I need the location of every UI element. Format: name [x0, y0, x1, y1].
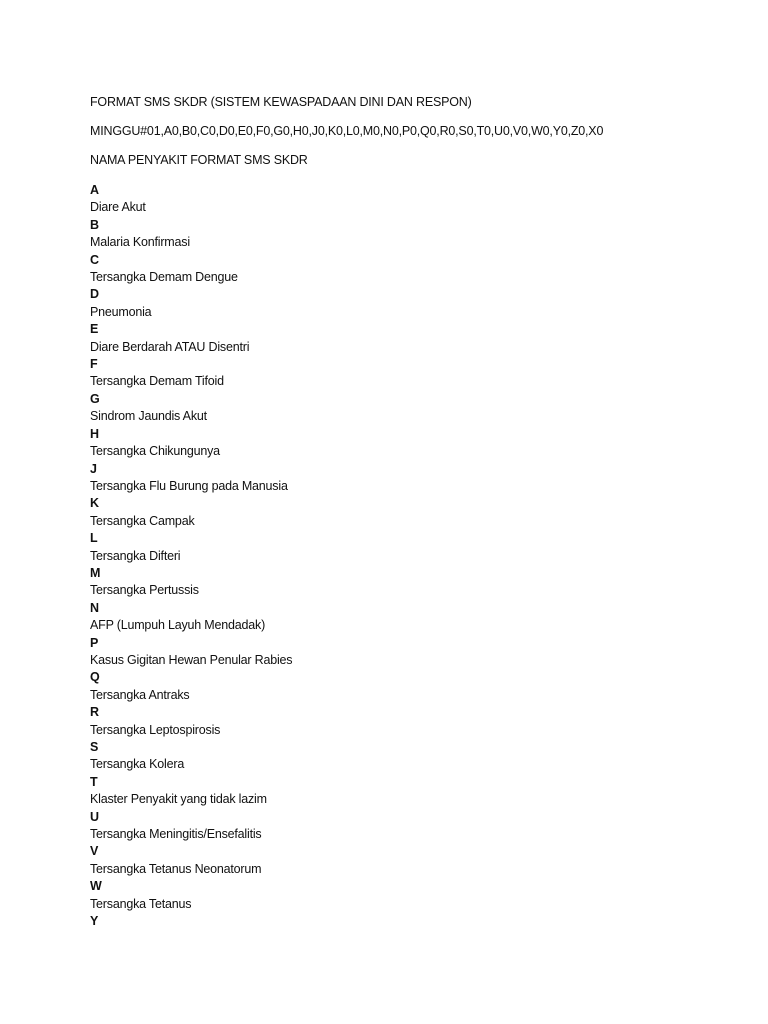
- disease-code: S: [90, 740, 99, 754]
- disease-name: Tersangka Leptospirosis: [90, 722, 221, 737]
- disease-name: Tersangka Pertussis: [90, 583, 199, 598]
- disease-list: [90, 182, 730, 930]
- disease-code: A: [90, 183, 99, 197]
- disease-entry: [90, 182, 730, 217]
- disease-entry: [90, 391, 730, 426]
- disease-code: F: [90, 357, 98, 372]
- disease-code: B: [90, 217, 99, 232]
- disease-entry: [90, 426, 730, 461]
- disease-code: K: [90, 496, 99, 511]
- disease-code: C: [90, 252, 99, 267]
- disease-name: Tersangka Meningitis/Ensefalitis: [90, 827, 262, 842]
- disease-entry: [90, 739, 730, 774]
- disease-code: H: [90, 426, 99, 441]
- disease-code: N: [90, 600, 99, 615]
- disease-name: Tersangka Campak: [90, 513, 195, 528]
- disease-name: Diare Akut: [90, 200, 146, 215]
- disease-code: Y: [90, 914, 99, 929]
- disease-code: U: [90, 809, 99, 824]
- disease-code: D: [90, 287, 99, 302]
- disease-name: Tersangka Tetanus: [90, 896, 192, 911]
- disease-entry: [90, 843, 730, 878]
- disease-entry: [90, 774, 730, 809]
- disease-name: AFP (Lumpuh Layuh Mendadak): [90, 618, 266, 633]
- disease-name: Tersangka Difteri: [90, 548, 181, 563]
- disease-code: T: [90, 774, 98, 789]
- disease-name: Sindrom Jaundis Akut: [90, 409, 207, 424]
- disease-code: Q: [90, 670, 100, 685]
- disease-code: J: [90, 461, 97, 476]
- disease-name: Malaria Konfirmasi: [90, 235, 190, 250]
- disease-name: Tersangka Kolera: [90, 757, 185, 772]
- disease-code: M: [90, 565, 101, 580]
- disease-entry: [90, 878, 730, 913]
- disease-name: Diare Berdarah ATAU Disentri: [90, 339, 250, 354]
- disease-name: Klaster Penyakit yang tidak lazim: [90, 792, 267, 807]
- disease-name: Tersangka Antraks: [90, 687, 190, 702]
- disease-entry: [90, 356, 730, 391]
- disease-entry: [90, 321, 730, 356]
- disease-name: Kasus Gigitan Hewan Penular Rabies: [90, 652, 293, 667]
- disease-code: L: [90, 531, 98, 546]
- disease-list-heading: NAMA PENYAKIT FORMAT SMS SKDR: [90, 153, 308, 167]
- disease-code: V: [90, 844, 99, 859]
- disease-entry: [90, 809, 730, 844]
- disease-entry: [90, 704, 730, 739]
- disease-name: Tersangka Chikungunya: [90, 444, 220, 459]
- disease-code: P: [90, 635, 99, 650]
- disease-entry: [90, 252, 730, 287]
- disease-entry: [90, 461, 730, 496]
- disease-entry: [90, 565, 730, 600]
- disease-entry: [90, 635, 730, 670]
- disease-name: Pneumonia: [90, 304, 152, 319]
- disease-entry: [90, 217, 730, 252]
- document-title: FORMAT SMS SKDR (SISTEM KEWASPADAAN DINI DAN RESPON): [90, 95, 472, 109]
- disease-code: E: [90, 322, 99, 337]
- disease-entry: [90, 600, 730, 635]
- disease-name: Tersangka Flu Burung pada Manusia: [90, 478, 288, 493]
- disease-code: G: [90, 391, 100, 406]
- document-page: [90, 94, 730, 930]
- disease-name: Tersangka Demam Dengue: [90, 270, 238, 285]
- disease-entry: [90, 286, 730, 321]
- sms-format-line: MINGGU#01,A0,B0,C0,D0,E0,F0,G0,H0,J0,K0,L0,M0,N0,P0,Q0,R0,S0,T0,U0,V0,W0,Y0,Z0,X0: [90, 124, 604, 138]
- disease-entry: [90, 530, 730, 565]
- disease-code: R: [90, 705, 99, 720]
- disease-code: W: [90, 879, 102, 894]
- disease-entry: [90, 913, 730, 930]
- disease-entry: [90, 495, 730, 530]
- disease-name: Tersangka Demam Tifoid: [90, 374, 224, 389]
- disease-name: Tersangka Tetanus Neonatorum: [90, 861, 262, 876]
- disease-entry: [90, 669, 730, 704]
